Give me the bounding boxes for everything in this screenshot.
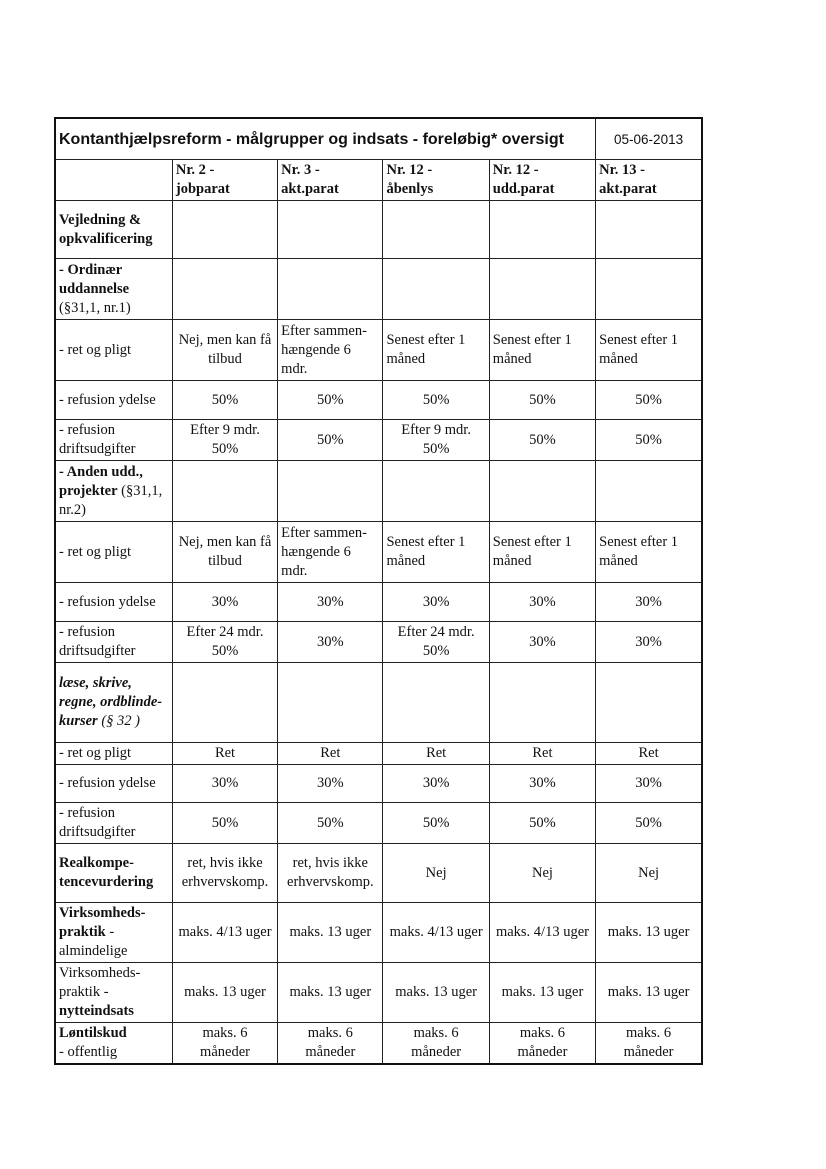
anden-refusion-drift-row (55, 622, 702, 663)
table-cell: ret, hvis ikke erhvervskomp. (172, 844, 277, 903)
column-header-1: Nr. 2 - jobparat (172, 160, 277, 201)
table-cell: 30% (278, 622, 383, 663)
table-cell: 50% (596, 803, 702, 844)
table-cell: Senest efter 1 måned (596, 320, 702, 381)
table-cell: Senest efter 1 måned (489, 522, 595, 583)
table-cell: 30% (596, 622, 702, 663)
table-cell: Ret (278, 743, 383, 765)
table-cell: maks. 4/13 uger (172, 903, 277, 963)
row-label-realkompetence: Realkompe- tencevurdering (55, 844, 172, 903)
table-cell: 30% (172, 583, 277, 622)
row-label-loentilskud: Løntilskud - offentlig (55, 1023, 172, 1065)
column-header-2: Nr. 3 - akt.parat (278, 160, 383, 201)
table-cell: Ret (383, 743, 489, 765)
table-cell: maks. 4/13 uger (489, 903, 595, 963)
table-cell: 50% (172, 381, 277, 420)
table-cell: maks. 6 måneder (489, 1023, 595, 1065)
row-label: - ret og pligt (55, 522, 172, 583)
table-cell: 50% (596, 420, 702, 461)
ordinaer-refusion-ydelse-row (55, 381, 702, 420)
virksomhedspraktik-almindelige-row (55, 903, 702, 963)
table-cell: Ret (596, 743, 702, 765)
row-label: - refusion driftsudgifter (55, 803, 172, 844)
row-label: - refusion driftsudgifter (55, 420, 172, 461)
laese-refusion-ydelse-row (55, 765, 702, 803)
laese-refusion-drift-row (55, 803, 702, 844)
title-row (55, 118, 702, 160)
realkompetence-row (55, 844, 702, 903)
table-cell: Efter 9 mdr. 50% (383, 420, 489, 461)
ordinaer-ret-og-pligt-row (55, 320, 702, 381)
table-cell: Efter 24 mdr. 50% (172, 622, 277, 663)
column-header-4: Nr. 12 - udd.parat (489, 160, 595, 201)
table-cell: Nej (596, 844, 702, 903)
table-cell: 50% (383, 381, 489, 420)
section-row-vejledning (55, 201, 702, 259)
table-cell: Ret (172, 743, 277, 765)
table-cell: maks. 6 måneder (383, 1023, 489, 1065)
table-cell: Ret (489, 743, 595, 765)
row-label-virk-nytte: Virksomheds- praktik - nytteindsats (55, 963, 172, 1023)
loentilskud-row (55, 1023, 702, 1065)
row-label-ordinaer: - Ordinær uddannelse (§31,1, nr.1) (55, 259, 172, 320)
table-cell: Efter sammen- hængende 6 mdr. (278, 320, 383, 381)
table-cell: 50% (596, 381, 702, 420)
row-label-vejledning: Vejledning & opkvalificering (55, 201, 172, 259)
table-cell: maks. 13 uger (596, 903, 702, 963)
ordinaer-refusion-drift-row (55, 420, 702, 461)
anden-refusion-ydelse-row (55, 583, 702, 622)
table-cell: 30% (489, 583, 595, 622)
table-cell: 30% (278, 583, 383, 622)
table-cell: Efter 9 mdr. 50% (172, 420, 277, 461)
table-cell: maks. 13 uger (278, 963, 383, 1023)
column-header-5: Nr. 13 - akt.parat (596, 160, 702, 201)
table-cell: Nej (383, 844, 489, 903)
table-cell: 30% (596, 765, 702, 803)
table-cell: Senest efter 1 måned (489, 320, 595, 381)
table-cell: 30% (596, 583, 702, 622)
row-label: - ret og pligt (55, 320, 172, 381)
table-cell: Nej (489, 844, 595, 903)
table-cell: 50% (489, 420, 595, 461)
table-cell: 50% (172, 803, 277, 844)
table-cell: Efter 24 mdr. 50% (383, 622, 489, 663)
table-cell: 30% (383, 765, 489, 803)
row-label: - refusion ydelse (55, 765, 172, 803)
table-cell: 30% (278, 765, 383, 803)
table-cell: 50% (278, 381, 383, 420)
table-cell: maks. 4/13 uger (383, 903, 489, 963)
section-row-anden (55, 461, 702, 522)
table-cell: Senest efter 1 måned (383, 320, 489, 381)
row-label-virk-alm: Virksomheds- praktik - almindelige (55, 903, 172, 963)
table-cell: 30% (489, 765, 595, 803)
table-cell: 50% (278, 420, 383, 461)
table-cell: maks. 6 måneder (172, 1023, 277, 1065)
virksomhedspraktik-nytteindsats-row (55, 963, 702, 1023)
table-cell: maks. 6 måneder (596, 1023, 702, 1065)
table-cell: maks. 13 uger (172, 963, 277, 1023)
table-cell: maks. 13 uger (596, 963, 702, 1023)
column-header-3: Nr. 12 - åbenlys (383, 160, 489, 201)
document-title: Kontanthjælpsreform - målgrupper og indsats - foreløbig* oversigt (55, 118, 596, 160)
table-cell: maks. 13 uger (383, 963, 489, 1023)
table-cell: Nej, men kan få tilbud (172, 320, 277, 381)
section-row-ordinaer (55, 259, 702, 320)
table-cell: Nej, men kan få tilbud (172, 522, 277, 583)
row-label: - refusion driftsudgifter (55, 622, 172, 663)
row-label: - ret og pligt (55, 743, 172, 765)
anden-ret-og-pligt-row (55, 522, 702, 583)
laese-ret-og-pligt-row (55, 743, 702, 765)
table-cell: 30% (383, 583, 489, 622)
row-label: - refusion ydelse (55, 583, 172, 622)
table-cell: ret, hvis ikke erhvervskomp. (278, 844, 383, 903)
table-cell: 30% (489, 622, 595, 663)
table-cell: Senest efter 1 måned (383, 522, 489, 583)
document-date: 05-06-2013 (596, 118, 702, 160)
section-row-laese (55, 663, 702, 743)
table-cell: 50% (383, 803, 489, 844)
table-cell: Efter sammen- hængende 6 mdr. (278, 522, 383, 583)
table-cell: Senest efter 1 måned (596, 522, 702, 583)
row-label-laese: læse, skrive, regne, ordblinde- kurser (§ 32 ) (55, 663, 172, 743)
table-cell: maks. 13 uger (278, 903, 383, 963)
table-cell: 50% (489, 381, 595, 420)
table-cell: 50% (278, 803, 383, 844)
corner-cell (55, 160, 172, 201)
row-label: - refusion ydelse (55, 381, 172, 420)
table-cell: 50% (489, 803, 595, 844)
column-header-row (55, 160, 702, 201)
table-cell: maks. 13 uger (489, 963, 595, 1023)
reform-overview-table (54, 117, 703, 1065)
row-label-anden: - Anden udd., projekter (§31,1, nr.2) (55, 461, 172, 522)
table-cell: maks. 6 måneder (278, 1023, 383, 1065)
table-cell: 30% (172, 765, 277, 803)
